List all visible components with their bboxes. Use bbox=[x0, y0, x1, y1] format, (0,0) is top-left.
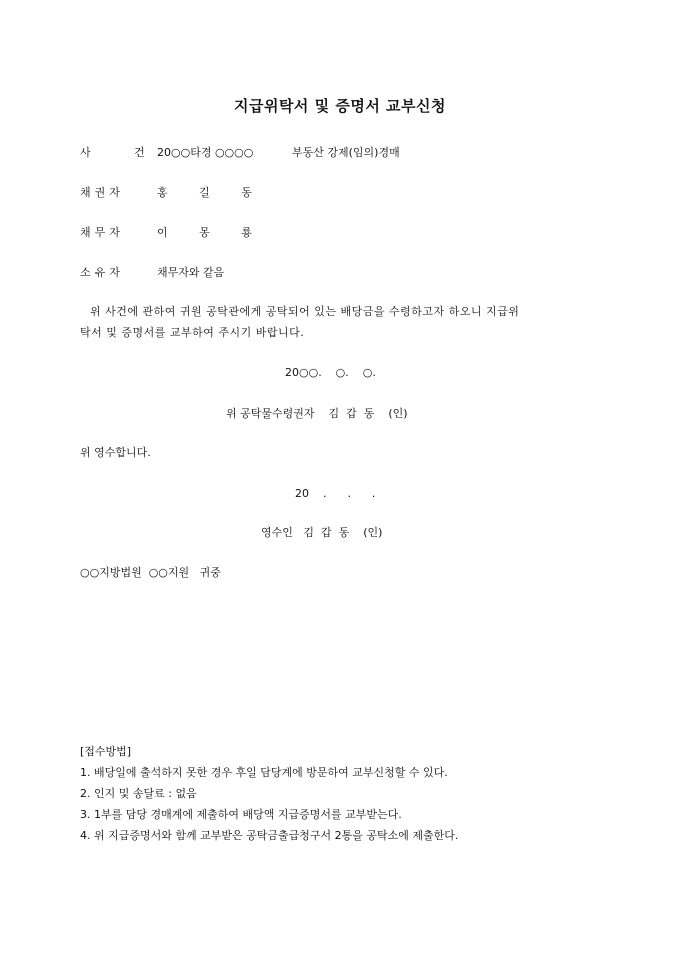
court-addressee: ○○지방법원 ○○지원 귀중 bbox=[80, 566, 221, 579]
note-item-3: 3. 1부를 담당 경매계에 제출하여 배당액 지급증명서를 교부받는다. bbox=[80, 808, 402, 821]
case-label: 사 건 bbox=[80, 146, 165, 159]
case-number: 20○○타경 ○○○○ bbox=[157, 146, 254, 159]
debtor-label: 채무자 bbox=[80, 226, 124, 239]
creditor-name: 홍 길 동 bbox=[157, 186, 266, 199]
application-date: 20○○. ○. ○. bbox=[285, 366, 376, 379]
owner-value: 채무자와 같음 bbox=[157, 266, 225, 279]
body-line-1: 위 사건에 관하여 귀원 공탁관에게 공탁되어 있는 배당금을 수령하고자 하오니 지급위 bbox=[90, 305, 520, 318]
case-kind: 부동산 강제(임의)경매 bbox=[292, 146, 400, 159]
notes-heading: [접수방법] bbox=[80, 745, 132, 758]
receipt-statement: 위 영수합니다. bbox=[80, 446, 151, 459]
creditor-label: 채권자 bbox=[80, 186, 124, 199]
receipt-date: 20 . . . bbox=[295, 487, 376, 500]
note-item-2: 2. 인지 및 송달료 : 없음 bbox=[80, 787, 197, 800]
owner-label: 소유자 bbox=[80, 266, 124, 279]
note-item-4: 4. 위 지급증명서와 함께 교부받은 공탁금출급청구서 2통을 공탁소에 제출한다. bbox=[80, 829, 459, 842]
document-title: 지급위탁서 및 증명서 교부신청 bbox=[233, 97, 447, 115]
receiver-signature: 영수인 김 갑 동 (인) bbox=[261, 526, 383, 539]
applicant-signature: 위 공탁물수령권자 김 갑 동 (인) bbox=[226, 407, 408, 420]
note-item-1: 1. 배당일에 출석하지 못한 경우 후일 담당계에 방문하여 교부신청할 수 있다. bbox=[80, 766, 448, 779]
debtor-name: 이 몽 룡 bbox=[157, 226, 266, 239]
body-line-2: 탁서 및 증명서를 교부하여 주시기 바랍니다. bbox=[80, 326, 305, 339]
